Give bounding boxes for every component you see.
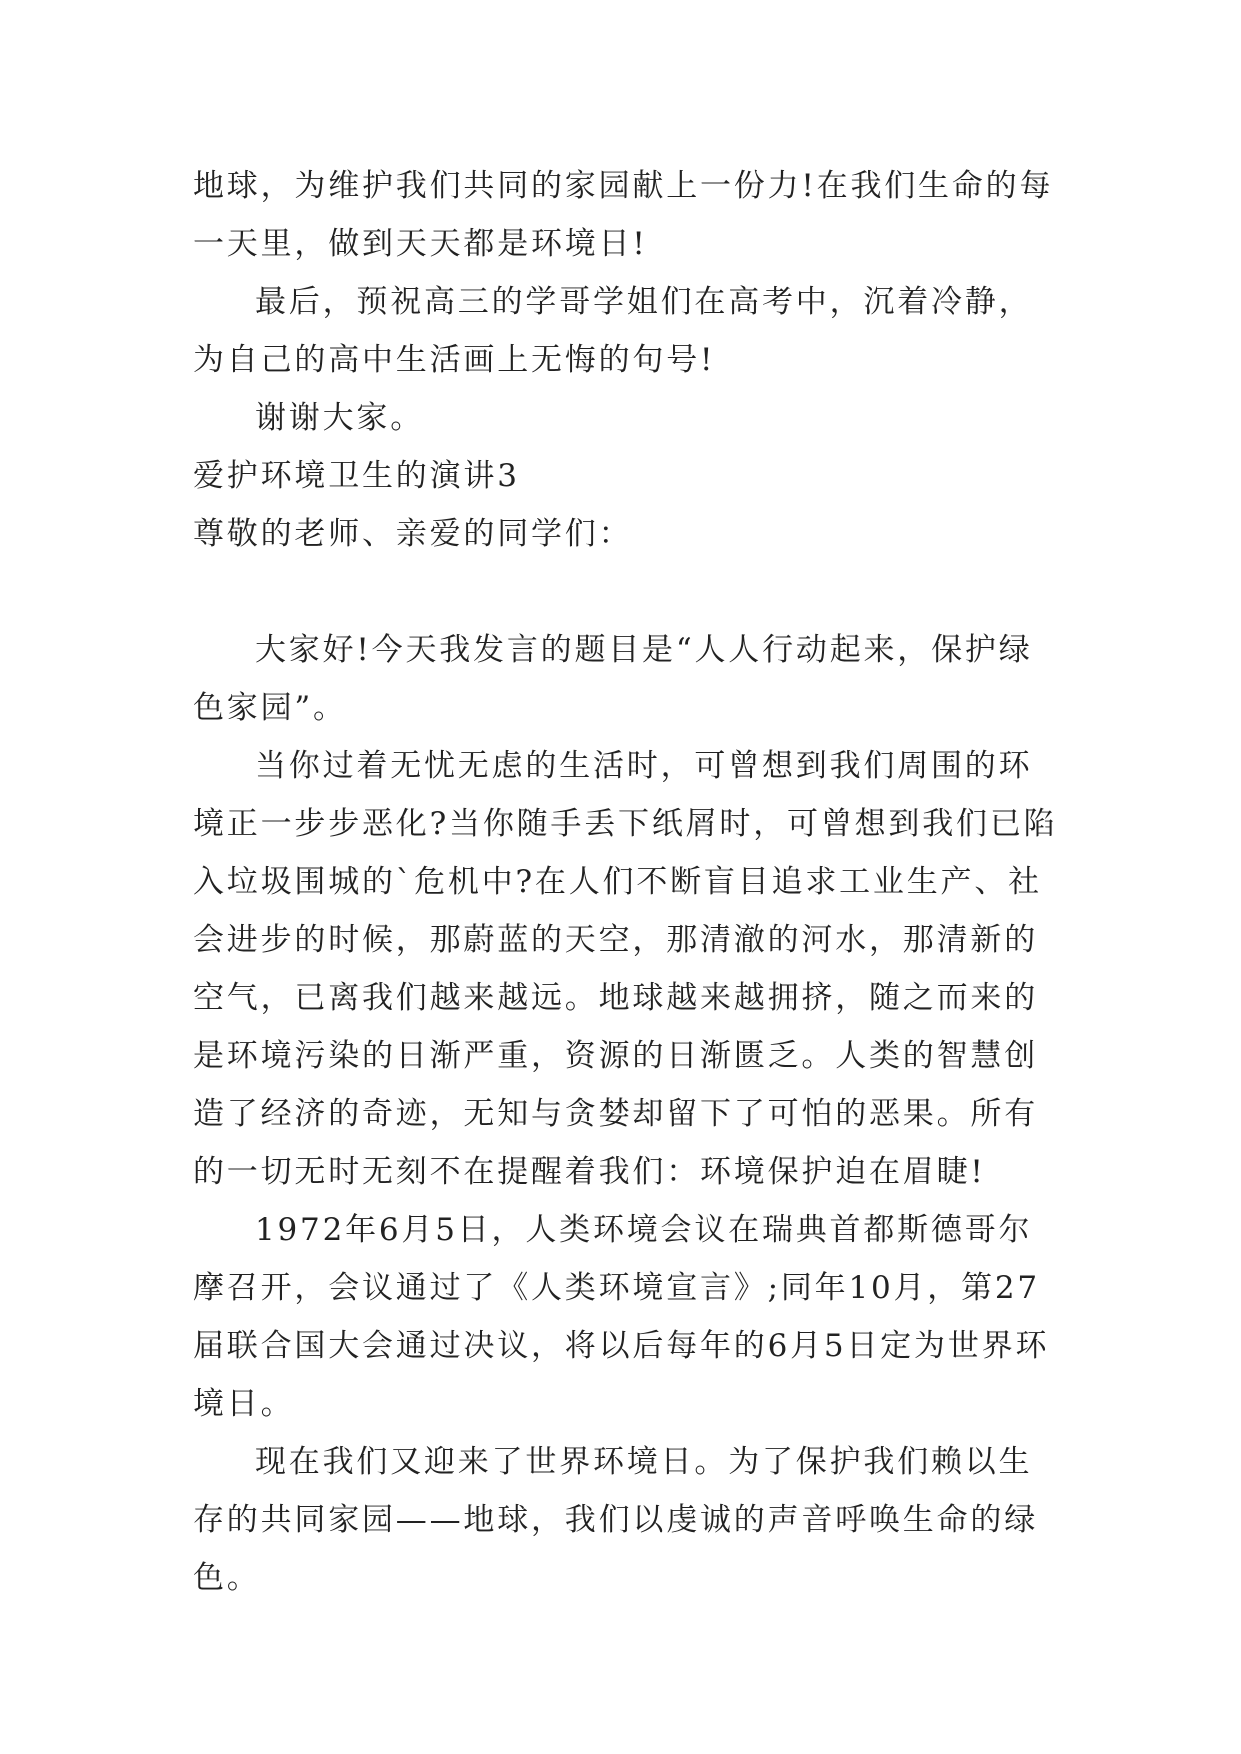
document-body bbox=[193, 157, 1063, 1607]
paragraph-closing-wish: 最后，预祝高三的学哥学姐们在高考中，沉着冷静，为自己的高中生活画上无悔的句号! bbox=[193, 284, 1033, 378]
paragraph-greeting: 大家好!今天我发言的题目是“人人行动起来，保护绿色家园”。 bbox=[193, 632, 1033, 726]
paragraph-thanks: 谢谢大家。 bbox=[255, 400, 424, 436]
paragraph-continuation: 地球，为维护我们共同的家园献上一份力!在我们生命的每一天里，做到天天都是环境日! bbox=[193, 168, 1054, 262]
paragraph-environment-crisis: 当你过着无忧无虑的生活时，可曾想到我们周围的环境正一步步恶化?当你随手丢下纸屑时，可曾想到我们已陷入垃圾围城的`危机中?在人们不断盲目追求工业生产、社会进步的时候，那蔚蓝的天空，那清澈的河水，那清新的空气，已离我们越来越远。地球越来越拥挤，随之而来的是环境污染的日渐严重，资源的日渐匮乏。人类的智慧创造了经济的奇迹，无知与贪婪却留下了可怕的恶果。所有的一切无时无刻不在提醒着我们：环境保护迫在眉睫! bbox=[193, 748, 1058, 1190]
paragraph-environment-day: 现在我们又迎来了世界环境日。为了保护我们赖以生存的共同家园——地球，我们以虔诚的声音呼唤生命的绿色。 bbox=[193, 1444, 1038, 1596]
salutation: 尊敬的老师、亲爱的同学们： bbox=[193, 516, 633, 552]
paragraph-history: 1972年6月5日，人类环境会议在瑞典首都斯德哥尔摩召开，会议通过了《人类环境宣言》;同年10月，第27届联合国大会通过决议，将以后每年的6月5日定为世界环境日。 bbox=[193, 1212, 1050, 1422]
blank-line bbox=[193, 563, 1063, 621]
section-title: 爱护环境卫生的演讲3 bbox=[193, 458, 520, 494]
